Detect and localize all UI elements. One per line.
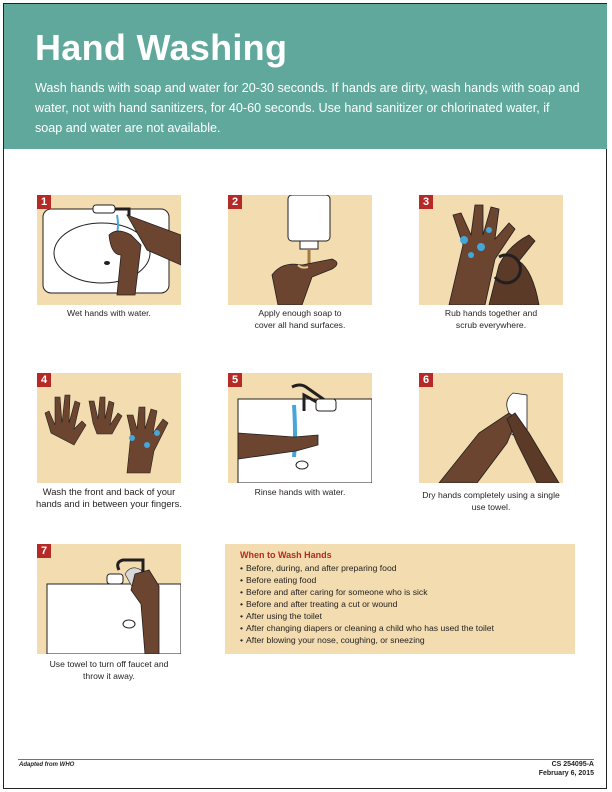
step-7-number: 7 [37, 544, 51, 558]
header-banner [4, 4, 607, 149]
document-code: CS 254095-A February 6, 2015 [538, 761, 594, 777]
list-item: • Before and after caring for someone who is sick [240, 586, 494, 598]
step-2-caption: Apply enough soap to cover all hand surfaces. [254, 308, 346, 330]
step-5-illustration [228, 373, 372, 483]
apply-soap-illustration [228, 195, 372, 305]
step-4-number: 4 [37, 373, 51, 387]
step-1-caption: Wet hands with water. [67, 308, 151, 318]
step-3-number: 3 [419, 195, 433, 209]
wet-hands-sink-illustration [37, 195, 181, 305]
list-item: • After changing diapers or cleaning a child who has used the toilet [240, 622, 494, 634]
list-item: • After blowing your nose, coughing, or sneezing [240, 634, 494, 646]
intro-text: Wash hands with soap and water for 20-30 seconds. If hands are dirty, wash hands with soap and water, not with hand sanitizers, for 40-60 seconds. Use hand sanitizer or chlorinated water, if soap and water are not available. [35, 81, 580, 135]
wash-front-back-illustration [37, 373, 181, 483]
step-2-illustration [228, 195, 372, 305]
step-4-illustration [37, 373, 181, 483]
step-1-number: 1 [37, 195, 51, 209]
step-7-illustration [37, 544, 181, 654]
rub-hands-illustration [419, 195, 563, 305]
list-item: • Before, during, and after preparing food [240, 562, 494, 574]
list-item: • After using the toilet [240, 610, 494, 622]
step-4-caption: Wash the front and back of your hands and in between your fingers. [36, 486, 182, 509]
step-6-number: 6 [419, 373, 433, 387]
when-to-wash-box [225, 544, 575, 654]
list-item: • Before and after treating a cut or wound [240, 598, 494, 610]
step-3-illustration [419, 195, 563, 305]
step-5-caption: Rinse hands with water. [254, 487, 346, 497]
rinse-hands-illustration [228, 373, 372, 483]
when-to-wash-list [240, 562, 494, 646]
dry-hands-towel-illustration [419, 373, 563, 483]
list-item: • Before eating food [240, 574, 494, 586]
step-2-number: 2 [228, 195, 242, 209]
step-6-caption: Dry hands completely using a single use towel. [422, 490, 560, 512]
footer-divider [18, 759, 594, 760]
turn-off-faucet-illustration [37, 544, 181, 654]
step-6-illustration [419, 373, 563, 483]
when-to-wash-title: When to Wash Hands [240, 550, 332, 560]
step-5-number: 5 [228, 373, 242, 387]
page-title: Hand Washing [35, 27, 288, 68]
step-1-illustration [37, 195, 181, 305]
adapted-from-note: Adapted from WHO [19, 762, 75, 768]
step-7-caption: Use towel to turn off faucet and throw it away. [49, 659, 169, 681]
step-3-caption: Rub hands together and scrub everywhere. [444, 308, 538, 330]
